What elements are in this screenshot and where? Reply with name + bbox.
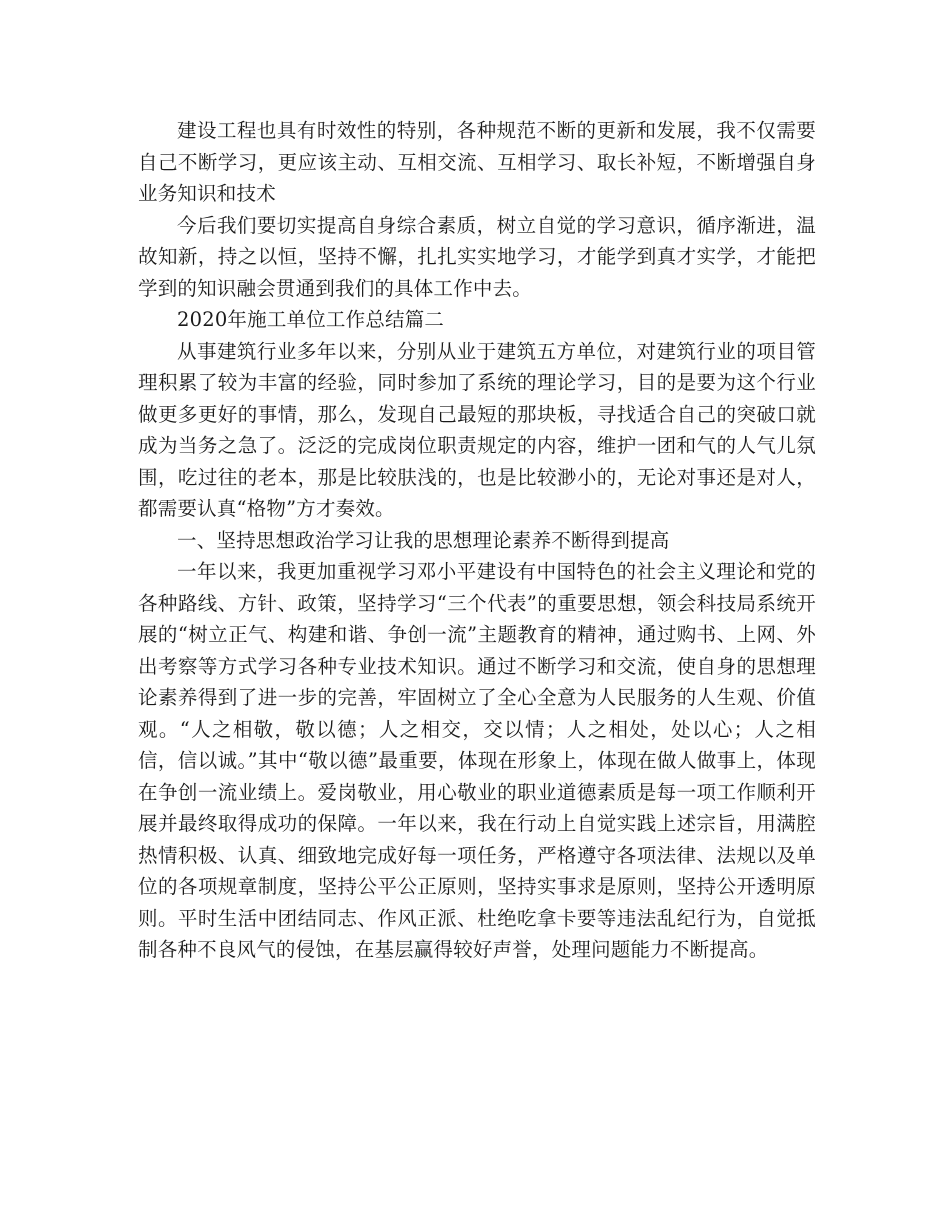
paragraph-year-review: 一年以来，我更加重视学习邓小平建设有中国特色的社会主义理论和党的各种路线、方针、政策，坚持学习“三个代表”的重要思想，领会科技局系统开展的“树立正气、构建和谐、争创一流”主题教育的精神，通过购书、上网、外出考察等方式学习各种专业技术知识。通过不断学习和交流，使自身的思想理论素养得到了进一步的完善，牢固树立了全心全意为人民服务的人生观、价值观。“人之相敬，敬以德；人之相交，交以情；人之相处，处以心；人之相信，信以诚。”其中“敬以德”最重要，体现在形象上，体现在做人做事上，体现在争创一流业绩上。爱岗敬业，用心敬业的职业道德素质是每一项工作顺利开展并最终取得成功的保障。一年以来，我在行动上自觉实践上述宗旨，用满腔热情积极、认真、细致地完成好每一项任务，严格遵守各项法律、法规以及单位的各项规章制度，坚持公平公正原则，坚持实事求是原则，坚持公开透明原则。平时生活中团结同志、作风正派、杜绝吃拿卡要等违法乱纪行为，自觉抵制各种不良风气的侵蚀，在基层赢得较好声誉，处理问题能力不断提高。	[138, 560, 816, 961]
heading-political-study: 一、坚持思想政治学习让我的思想理论素养不断得到提高	[177, 528, 670, 552]
paragraph-industry-experience: 从事建筑行业多年以来，分别从业于建筑五方单位，对建筑行业的项目管理积累了较为丰富的经验，同时参加了系统的理论学习，目的是要为这个行业做更多更好的事情，那么，发现自己最短的那块板，寻找适合自己的突破口就成为当务之急了。泛泛的完成岗位职责规定的内容，维护一团和气的人气儿氛围，吃过往的老本，那是比较肤浅的，也是比较渺小的，无论对事还是对人，都需要认真“格物”方才奏效。	[138, 339, 816, 520]
paragraph-timeliness: 建设工程也具有时效性的特别，各种规范不断的更新和发展，我不仅需要自己不断学习，更应该主动、互相交流、互相学习、取长补短，不断增强自身业务知识和技术	[138, 119, 816, 205]
section-title-part-two: 2020年施工单位工作总结篇二	[177, 308, 445, 331]
document-body	[138, 115, 816, 966]
paragraph-future-study: 今后我们要切实提高自身综合素质，树立自觉的学习意识，循序渐进，温故知新，持之以恒，坚持不懈，扎扎实实地学习，才能学到真才实学，才能把学到的知识融会贯通到我们的具体工作中去。	[138, 213, 816, 300]
